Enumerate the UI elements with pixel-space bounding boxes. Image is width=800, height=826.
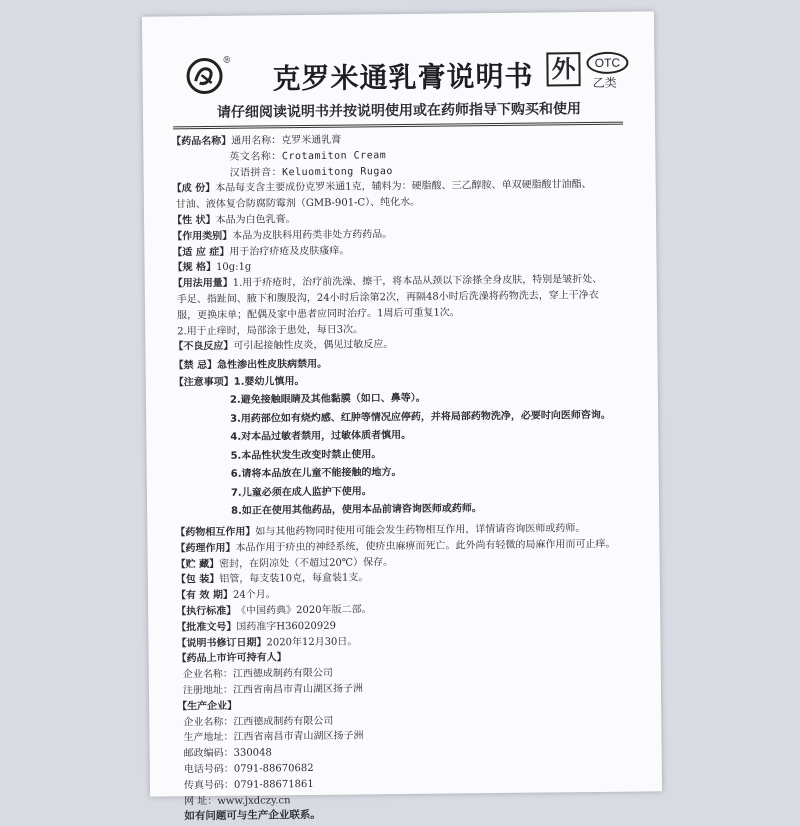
contraindication-row: 【禁 忌】急性渗出性皮肤病禁用。	[173, 358, 328, 372]
composition-row: 【成 份】本品每支含主要成份克罗米通1克，辅料为：硬脂酸、三乙醇胺、单双硬脂酸甘油酯、	[171, 179, 592, 195]
contact-note: 如有问题可与生产企业联系。	[184, 809, 321, 823]
english-name-row: 英文名称：Crotamiton Cream	[229, 149, 387, 163]
leaflet-sheet	[142, 11, 662, 823]
maker-name: 企业名称：江西德成制药有限公司	[183, 715, 334, 728]
precautions-row: 【注意事项】1.婴幼儿慎用。	[173, 375, 305, 389]
holder-address: 注册地址：江西省南昌市青山湖区扬子洲	[182, 683, 364, 697]
revision-row: 【说明书修订日期】2020年12月30日。	[176, 636, 358, 649]
precaution-item: 8.如正在使用其他药品，使用本品前请咨询医师或药师。	[231, 503, 482, 518]
header	[142, 29, 655, 94]
registered-mark: ®	[222, 55, 232, 66]
usage-row-2: 手足、指趾间、腋下和腹股沟，24小时后涂第2次，再隔48小时后洗澡将药物洗去，穿上干净衣	[176, 289, 599, 306]
phone-number: 电话号码：0791-88670682	[183, 762, 314, 776]
drug-name-row: 【药品名称】通用名称：克罗米通乳膏	[171, 134, 342, 148]
manufacturer-heading: 【生产企业】	[177, 700, 238, 713]
precaution-item: 6.请将本品放在儿童不能接触的地方。	[230, 467, 402, 481]
indication-row: 【适 应 症】用于治疗疥疮及皮肤瘙痒。	[172, 245, 350, 258]
pinyin-row: 汉语拼音：Keluomitong Rugao	[229, 165, 393, 179]
precaution-item: 5.本品性状发生改变时禁止使用。	[230, 449, 382, 462]
holder-name: 企业名称：江西德成制药有限公司	[182, 667, 333, 681]
fax-number: 传真号码：0791-88671861	[183, 778, 314, 792]
package-row: 【包 装】铝管，每支装10克，每盒装1支。	[175, 572, 369, 586]
pharmacology-row: 【药理作用】本品作用于疥虫的神经系统，使疥虫麻痹而死亡。此外尚有轻微的局麻作用而可止痒。	[175, 538, 616, 555]
precaution-item: 3.用药部位如有烧灼感、红肿等情况应停药，并将局部药物洗净，必要时向医师咨询。	[230, 409, 611, 425]
postcode: 邮政编码：330048	[183, 747, 272, 760]
character-row: 【性 状】本品为白色乳膏。	[172, 214, 296, 227]
composition-row-2: 甘油、液体复合防腐防霉剂（GMB-901-C）、纯化水。	[175, 196, 421, 211]
leaflet-body	[171, 130, 638, 826]
otc-badge: OTC	[586, 52, 628, 74]
standard-row: 【执行标准】《中国药典》2020年版二部。	[176, 604, 372, 618]
document-title: 克罗米通乳膏说明书	[272, 59, 534, 96]
precaution-item: 2.避免接触眼睛及其他黏膜（如口、鼻等）。	[229, 393, 426, 407]
usage-row-4: 2.用于止痒时，局部涂于患处，每日3次。	[177, 323, 364, 337]
interaction-row: 【药物相互作用】如与其他药物同时使用可能会发生药物相互作用，详情请咨询医师或药师。	[175, 523, 586, 539]
precaution-item: 4.对本品过敏者禁用，过敏体质者慎用。	[230, 430, 412, 444]
license-holder-heading: 【药品上市许可持有人】	[176, 652, 287, 665]
company-logo-icon	[186, 58, 222, 94]
precaution-item: 7.儿童必须在成人监护下使用。	[230, 486, 372, 499]
storage-row: 【贮 藏】密封，在阴凉处（不超过20℃）保存。	[175, 556, 394, 570]
external-use-badge: 外	[546, 52, 580, 86]
usage-row-3: 服，更换床单；配偶及家中患者应同时治疗。1周后可重复1次。	[177, 307, 460, 322]
validity-row: 【有 效 期】24个月。	[175, 589, 276, 602]
spec-row: 【规 格】10g:1g	[172, 261, 252, 274]
category-row: 【作用类别】本品为皮肤科用药类非处方药药品。	[172, 228, 393, 243]
adverse-row: 【不良反应】可引起接触性皮炎，偶见过敏反应。	[173, 339, 394, 353]
usage-row: 【用法用量】1.用于疥疮时，治疗前洗澡、擦干，将本品从颈以下涂搽全身皮肤，特别是皱折处、	[172, 274, 603, 290]
website: 网 址：www.jxdczy.cn	[184, 794, 291, 807]
instruction-subtitle: 请仔细阅读说明书并按说明使用或在药师指导下购买和使用	[216, 101, 582, 121]
maker-address: 生产地址：江西省南昌市青山湖区扬子洲	[183, 730, 364, 744]
otc-class-label: 乙类	[592, 75, 617, 90]
approval-row: 【批准文号】国药准字H36020929	[176, 620, 337, 634]
